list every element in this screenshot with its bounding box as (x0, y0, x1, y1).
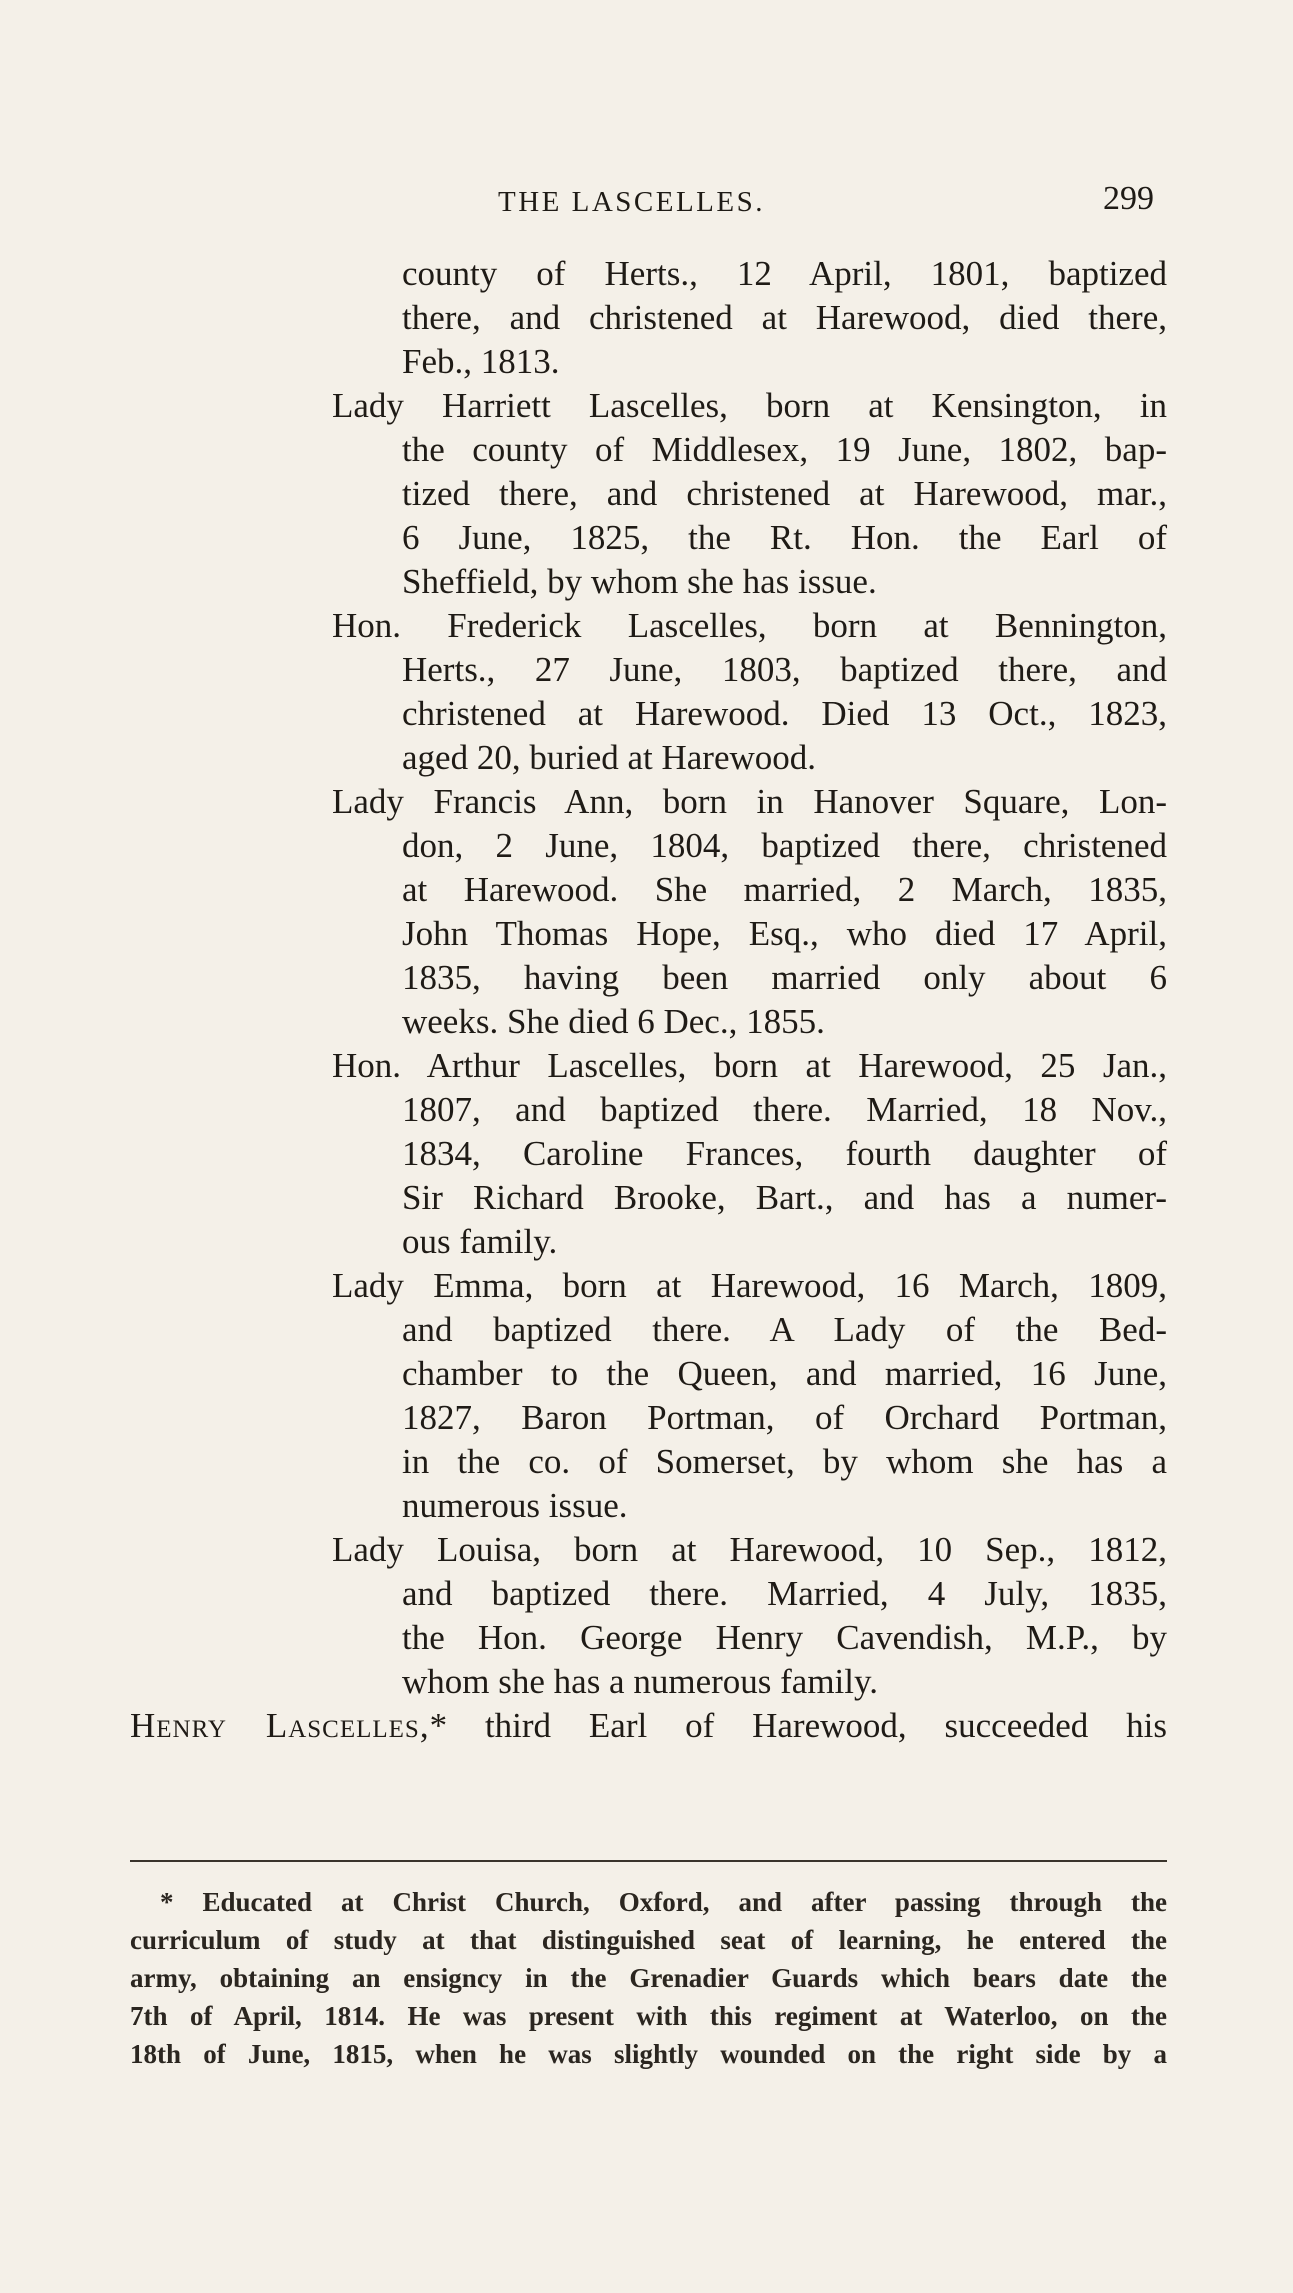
text-line: county of Herts., 12 April, 1801, baptized (402, 254, 1167, 293)
text-line: Feb., 1813. (402, 342, 560, 381)
text-line: and baptized there. Married, 4 July, 1835, (402, 1574, 1167, 1613)
footnote-line: army, obtaining an ensigncy in the Grenadier Guards which bears date the (130, 1963, 1167, 1993)
text-line: at Harewood. She married, 2 March, 1835, (402, 870, 1167, 909)
entry-name: Henry Lascelles, (130, 1706, 430, 1745)
text-line: Herts., 27 June, 1803, baptized there, and (402, 650, 1167, 689)
text-line: Sir Richard Brooke, Bart., and has a numer- (402, 1178, 1167, 1217)
text-line: Hon. Frederick Lascelles, born at Bennington, (332, 606, 1167, 645)
page-number: 299 (1103, 180, 1154, 217)
text-line: Lady Harriett Lascelles, born at Kensington, in (332, 386, 1167, 425)
text-line: the Hon. George Henry Cavendish, M.P., by (402, 1618, 1167, 1657)
running-head (0, 180, 1293, 230)
text-line: 1834, Caroline Frances, fourth daughter of (402, 1134, 1167, 1173)
text-line: there, and christened at Harewood, died there, (402, 298, 1167, 337)
text-line: 1807, and baptized there. Married, 18 Nov., (402, 1090, 1167, 1129)
running-title: THE LASCELLES. (498, 186, 765, 218)
text-line: don, 2 June, 1804, baptized there, christened (402, 826, 1167, 865)
text-line: 1827, Baron Portman, of Orchard Portman, (402, 1398, 1167, 1437)
text-line: Sheffield, by whom she has issue. (402, 562, 877, 601)
text-line: ous family. (402, 1222, 558, 1261)
text-line: Lady Emma, born at Harewood, 16 March, 1809, (332, 1266, 1167, 1305)
text-line-last (130, 1704, 1167, 1748)
text-line: tized there, and christened at Harewood, mar., (402, 474, 1167, 513)
text-line: Lady Francis Ann, born in Hanover Square, Lon- (332, 782, 1167, 821)
text-line: the county of Middlesex, 19 June, 1802, bap- (402, 430, 1167, 469)
text-line: christened at Harewood. Died 13 Oct., 1823, (402, 694, 1167, 733)
text-line: Lady Louisa, born at Harewood, 10 Sep., 1812, (332, 1530, 1167, 1569)
footnote-line: curriculum of study at that distinguished seat of learning, he entered the (130, 1925, 1167, 1955)
text-line: 1835, having been married only about 6 (402, 958, 1167, 997)
text-line: and baptized there. A Lady of the Bed- (402, 1310, 1167, 1349)
text-line: numerous issue. (402, 1486, 628, 1525)
footnote-line: * Educated at Christ Church, Oxford, and after passing through the (160, 1887, 1167, 1917)
text-line: weeks. She died 6 Dec., 1855. (402, 1002, 825, 1041)
text-line: Hon. Arthur Lascelles, born at Harewood, 25 Jan., (332, 1046, 1167, 1085)
text-line: whom she has a numerous family. (402, 1662, 878, 1701)
text-line: in the co. of Somerset, by whom she has a (402, 1442, 1167, 1481)
footnote-line: 18th of June, 1815, when he was slightly wounded on the right side by a (130, 2039, 1167, 2069)
text-line: 6 June, 1825, the Rt. Hon. the Earl of (402, 518, 1167, 557)
footnote-line: 7th of April, 1814. He was present with this regiment at Waterloo, on the (130, 2001, 1167, 2031)
text-line: aged 20, buried at Harewood. (402, 738, 817, 777)
text-line: chamber to the Queen, and married, 16 June, (402, 1354, 1167, 1393)
footnote-rule (130, 1860, 1167, 1862)
text-line: John Thomas Hope, Esq., who died 17 April, (402, 914, 1167, 953)
entry-text: * third Earl of Harewood, succeeded his (429, 1706, 1168, 1745)
